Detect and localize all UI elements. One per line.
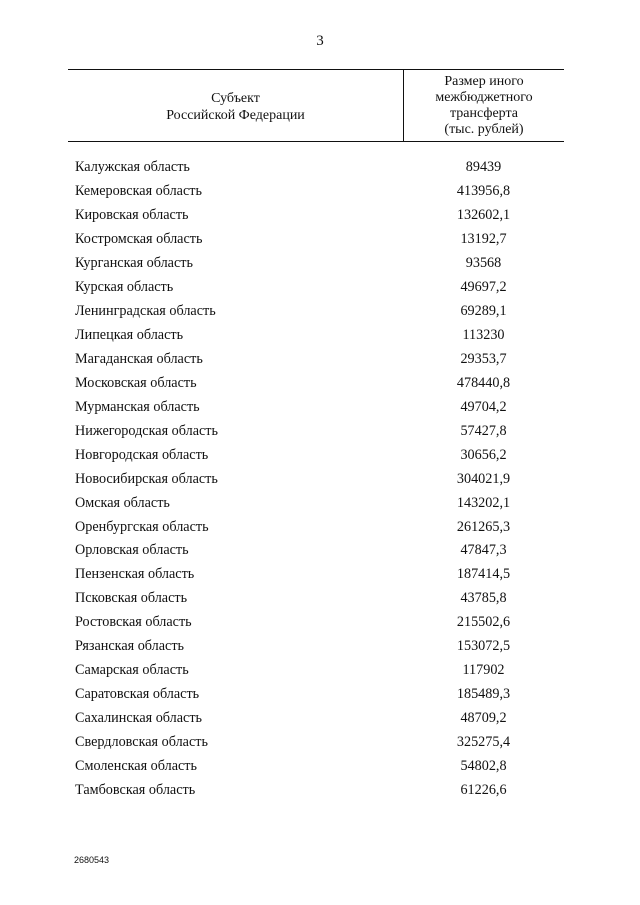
table-row xyxy=(68,324,564,348)
region-name: Рязанская область xyxy=(75,638,185,655)
transfer-amount: 478440,8 xyxy=(456,374,511,391)
region-name: Смоленская область xyxy=(75,757,197,774)
table-row xyxy=(68,180,564,204)
table-row xyxy=(68,659,564,683)
transfer-amount: 13192,7 xyxy=(460,231,507,248)
region-name: Новосибирская область xyxy=(75,470,218,487)
region-name: Курганская область xyxy=(75,255,193,272)
transfer-amount: 47847,3 xyxy=(460,542,507,559)
region-name: Сахалинская область xyxy=(75,710,203,727)
region-name: Курская область xyxy=(75,279,174,296)
header-amount-line: трансферта xyxy=(450,105,518,121)
region-name: Псковская область xyxy=(75,590,188,607)
transfer-amount: 187414,5 xyxy=(456,566,511,583)
table-row xyxy=(68,300,564,324)
region-name: Ростовская область xyxy=(75,614,192,631)
transfer-amount: 304021,9 xyxy=(456,470,511,487)
transfer-amount: 215502,6 xyxy=(456,614,511,631)
transfer-amount: 69289,1 xyxy=(460,303,507,320)
table-row xyxy=(68,395,564,419)
transfer-amount: 143202,1 xyxy=(456,494,511,511)
transfer-amount: 89439 xyxy=(465,159,502,176)
header-amount-line: (тыс. рублей) xyxy=(444,121,524,137)
region-name: Оренбургская область xyxy=(75,518,209,535)
transfer-amount: 93568 xyxy=(465,255,502,272)
region-name: Новгородская область xyxy=(75,446,209,463)
transfer-amount: 49697,2 xyxy=(460,279,507,296)
table-row xyxy=(68,754,564,778)
table-row xyxy=(68,371,564,395)
transfer-amount: 61226,6 xyxy=(460,781,507,798)
region-name: Калужская область xyxy=(75,159,190,176)
header-subject-line: Субъект xyxy=(211,90,260,106)
transfer-amount: 30656,2 xyxy=(460,446,507,463)
header-subject-line: Российской Федерации xyxy=(166,107,305,123)
table-row xyxy=(68,683,564,707)
region-name: Орловская область xyxy=(75,542,189,559)
table-row xyxy=(68,443,564,467)
transfer-amount: 43785,8 xyxy=(460,590,507,607)
table-row xyxy=(68,348,564,372)
transfer-amount: 185489,3 xyxy=(456,686,511,703)
transfer-amount: 153072,5 xyxy=(456,638,511,655)
table-row xyxy=(68,539,564,563)
region-name: Тамбовская область xyxy=(75,781,196,798)
transfer-amount: 261265,3 xyxy=(456,518,511,535)
header-subject xyxy=(68,70,404,141)
region-name: Кемеровская область xyxy=(75,183,202,200)
region-name: Нижегородская область xyxy=(75,422,218,439)
region-name: Самарская область xyxy=(75,662,189,679)
region-name: Пензенская область xyxy=(75,566,195,583)
header-amount-line: Размер иного xyxy=(444,73,524,89)
header-amount-line: межбюджетного xyxy=(435,89,533,105)
region-name: Свердловская область xyxy=(75,733,208,750)
table-row xyxy=(68,276,564,300)
transfer-amount: 113230 xyxy=(462,327,505,344)
table-row xyxy=(68,467,564,491)
document-code: 2680543 xyxy=(74,855,110,865)
table-row xyxy=(68,611,564,635)
table-row xyxy=(68,635,564,659)
table-row xyxy=(68,252,564,276)
table-row xyxy=(68,563,564,587)
region-name: Липецкая область xyxy=(75,327,184,344)
table-row xyxy=(68,228,564,252)
table-row xyxy=(68,731,564,755)
region-name: Магаданская область xyxy=(75,350,203,367)
table-row xyxy=(68,515,564,539)
transfer-amount: 54802,8 xyxy=(460,757,507,774)
transfer-amount: 49704,2 xyxy=(460,398,507,415)
region-name: Костромская область xyxy=(75,231,203,248)
table-body xyxy=(68,156,564,802)
region-name: Саратовская область xyxy=(75,686,200,703)
page-number: 3 xyxy=(316,33,324,49)
table-row xyxy=(68,156,564,180)
table-row xyxy=(68,778,564,802)
transfer-amount: 57427,8 xyxy=(460,422,507,439)
transfer-amount: 29353,7 xyxy=(460,350,507,367)
region-name: Омская область xyxy=(75,494,170,511)
region-name: Ленинградская область xyxy=(75,303,216,320)
header-amount xyxy=(404,70,564,141)
table-row xyxy=(68,587,564,611)
table-header xyxy=(68,69,564,142)
table-row xyxy=(68,204,564,228)
transfer-amount: 48709,2 xyxy=(460,710,507,727)
transfer-amount: 117902 xyxy=(462,662,505,679)
region-name: Московская область xyxy=(75,374,197,391)
table-row xyxy=(68,707,564,731)
table-row xyxy=(68,491,564,515)
region-name: Мурманская область xyxy=(75,398,200,415)
transfer-table xyxy=(68,69,564,802)
transfer-amount: 413956,8 xyxy=(456,183,511,200)
region-name: Кировская область xyxy=(75,207,189,224)
table-row xyxy=(68,419,564,443)
transfer-amount: 325275,4 xyxy=(456,733,511,750)
transfer-amount: 132602,1 xyxy=(456,207,511,224)
